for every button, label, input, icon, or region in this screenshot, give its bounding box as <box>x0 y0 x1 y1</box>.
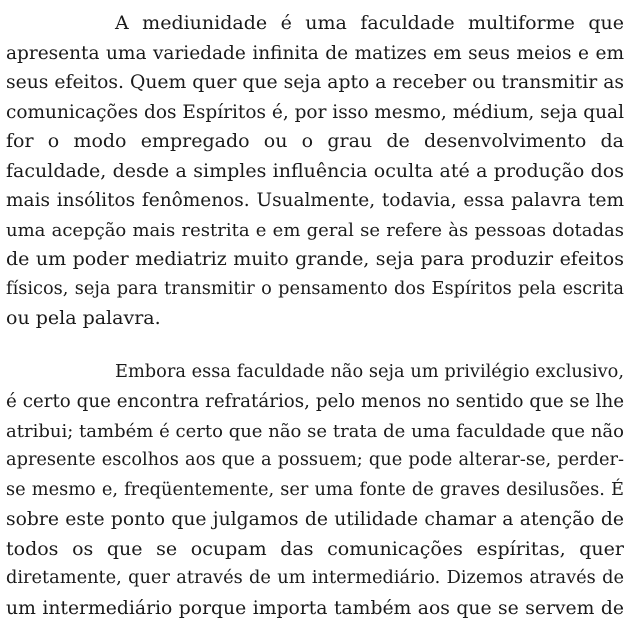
text-line: é certo que encontra refratários, pelo menos no sentido que se lhe <box>6 387 624 417</box>
text-line: seus efeitos. Quem quer que seja apto a receber ou transmitir as <box>6 68 624 98</box>
text-line: Embora essa faculdade não seja um privilégio exclusivo, <box>6 358 624 388</box>
document-page <box>6 0 624 623</box>
text-line: físicos, seja para transmitir o pensamento dos Espíritos pela escrita <box>6 275 624 305</box>
text-line: de um poder mediatriz muito grande, seja para produzir efeitos <box>6 245 624 275</box>
text-line: diretamente, quer através de um intermediário. Dizemos através de <box>6 564 624 594</box>
text-line: se mesmo e, freqüentemente, ser uma fonte de graves desilusões. É <box>6 476 624 506</box>
text-line: ou pela palavra. <box>6 304 624 334</box>
text-line: mais insólitos fenômenos. Usualmente, todavia, essa palavra tem <box>6 186 624 216</box>
paragraph-1 <box>6 9 624 334</box>
text-line: faculdade, desde a simples influência oculta até a produção dos <box>6 157 624 187</box>
text-line: A mediunidade é uma faculdade multiforme que <box>6 9 624 39</box>
text-line: atribui; também é certo que não se trata de uma faculdade que não <box>6 417 624 447</box>
text-line: sobre este ponto que julgamos de utilidade chamar a atenção de <box>6 505 624 535</box>
text-line: todos os que se ocupam das comunicações espíritas, quer <box>6 535 624 565</box>
text-line: um intermediário porque importa também aos que se servem de <box>6 594 624 623</box>
text-line: apresenta uma variedade infinita de matizes em seus meios e em <box>6 39 624 69</box>
paragraph-2 <box>6 358 624 623</box>
text-line: uma acepção mais restrita e em geral se refere às pessoas dotadas <box>6 216 624 246</box>
text-line: comunicações dos Espíritos é, por isso mesmo, médium, seja qual <box>6 98 624 128</box>
text-line: apresente escolhos aos que a possuem; que pode alterar-se, perder- <box>6 446 624 476</box>
text-line: for o modo empregado ou o grau de desenvolvimento da <box>6 127 624 157</box>
